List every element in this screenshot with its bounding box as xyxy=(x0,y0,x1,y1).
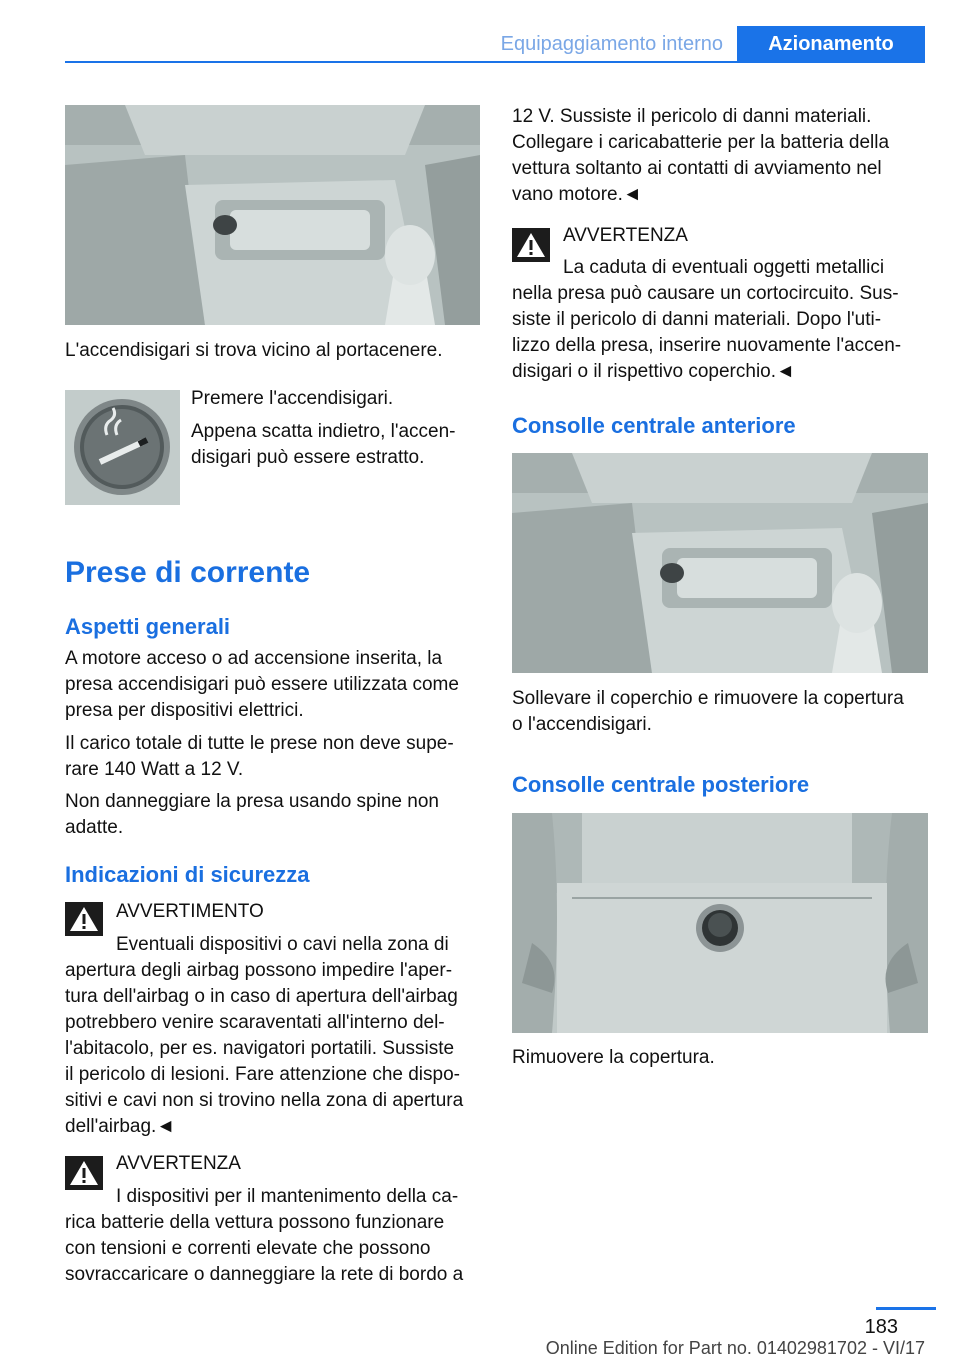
warning2-heading: AVVERTENZA xyxy=(116,1153,241,1174)
header-rule xyxy=(65,61,925,63)
warning2-line1: I dispositivi per il mantenimento della ca- xyxy=(116,1186,459,1207)
general-para2-line2: rare 140 Watt a 12 V. xyxy=(65,759,244,780)
warning2-line4: sovraccaricare o danneggiare la rete di bordo a xyxy=(65,1264,464,1285)
general-para3-line2: adatte. xyxy=(65,817,124,838)
subtitle-front-console: Consolle centrale anteriore xyxy=(512,413,796,438)
warning1-line4: potrebbero venire scaraventati all'interno del- xyxy=(65,1012,445,1033)
subtitle-general: Aspetti generali xyxy=(65,614,231,639)
warning3-heading: AVVERTENZA xyxy=(563,225,688,246)
warning2-line2: rica batterie della vettura possono funzionare xyxy=(65,1212,445,1233)
continued-line3: vettura soltanto ai contatti di avviamento nel xyxy=(512,158,882,179)
warning1-line2: apertura degli airbag possono impedire l'aper- xyxy=(65,960,453,981)
continued-line4: vano motore.◄ xyxy=(512,184,642,205)
warning2-line3: con tensioni e correnti elevate che possono xyxy=(65,1238,431,1259)
warning1-line7: sitivi e cavi non si trovino nella zona di apertura xyxy=(65,1090,464,1111)
press-lighter-line1: Premere l'accendisigari. xyxy=(191,388,394,409)
front-console-photo xyxy=(512,453,928,673)
warning-triangle-icon xyxy=(65,1156,103,1190)
general-para1-line3: presa per dispositivi elettrici. xyxy=(65,700,304,721)
general-para2-line1: Il carico totale di tutte le prese non deve supe- xyxy=(65,733,454,754)
page-number: 183 xyxy=(864,1316,898,1338)
subtitle-safety: Indicazioni di sicurezza xyxy=(65,862,310,887)
warning3-line4: lizzo della presa, inserire nuovamente l'accen- xyxy=(512,335,902,356)
warning1-line3: tura dell'airbag o in caso di apertura dell'airbag xyxy=(65,986,458,1007)
warning1-line6: il pericolo di lesioni. Fare attenzione che dispo- xyxy=(65,1064,460,1085)
press-lighter-line2: Appena scatta indietro, l'accen- xyxy=(191,421,456,442)
warning3-line5: disigari o il rispettivo coperchio.◄ xyxy=(512,361,795,382)
subtitle-rear-console: Consolle centrale posteriore xyxy=(512,772,810,797)
general-para1-line1: A motore acceso o ad accensione inserita, la xyxy=(65,648,443,669)
rear-caption: Rimuovere la copertura. xyxy=(512,1047,715,1068)
warning3-line3: siste il pericolo di danni materiali. Dopo l'uti- xyxy=(512,309,882,330)
warning1-line5: l'abitacolo, per es. navigatori portatili. Sussiste xyxy=(65,1038,455,1059)
warning1-line8: dell'airbag.◄ xyxy=(65,1116,176,1137)
footer-rule xyxy=(876,1307,936,1310)
warning3-line1: La caduta di eventuali oggetti metallici xyxy=(563,257,885,278)
lighter-location-caption: L'accendisigari si trova vicino al portacenere. xyxy=(65,340,443,361)
continued-line2: Collegare i caricabatterie per la batteria della xyxy=(512,132,890,153)
general-para3-line1: Non danneggiare la presa usando spine non xyxy=(65,791,439,812)
front-caption-line1: Sollevare il coperchio e rimuovere la copertura xyxy=(512,688,904,709)
cigarette-lighter-icon xyxy=(65,390,180,505)
warning1-heading: AVVERTIMENTO xyxy=(116,901,264,922)
warning1-line1: Eventuali dispositivi o cavi nella zona di xyxy=(116,934,449,955)
continued-line1: 12 V. Sussiste il pericolo di danni materiali. xyxy=(512,106,872,127)
header-chapter-tab: Azionamento xyxy=(737,26,925,63)
rear-console-photo xyxy=(512,813,928,1033)
general-para1-line2: presa accendisigari può essere utilizzata come xyxy=(65,674,459,695)
warning-triangle-icon xyxy=(512,228,550,262)
front-caption-line2: o l'accendisigari. xyxy=(512,714,652,735)
warning-triangle-icon xyxy=(65,902,103,936)
footer-edition: Online Edition for Part no. 01402981702 - VI/17 xyxy=(545,1338,925,1358)
section-title-power-sockets: Prese di corrente xyxy=(65,556,311,589)
warning3-line2: nella presa può causare un cortocircuito. Sus- xyxy=(512,283,899,304)
console-ashtray-photo xyxy=(65,105,480,325)
header-section-title: Equipaggiamento interno xyxy=(500,33,723,55)
press-lighter-line3: disigari può essere estratto. xyxy=(191,447,425,468)
